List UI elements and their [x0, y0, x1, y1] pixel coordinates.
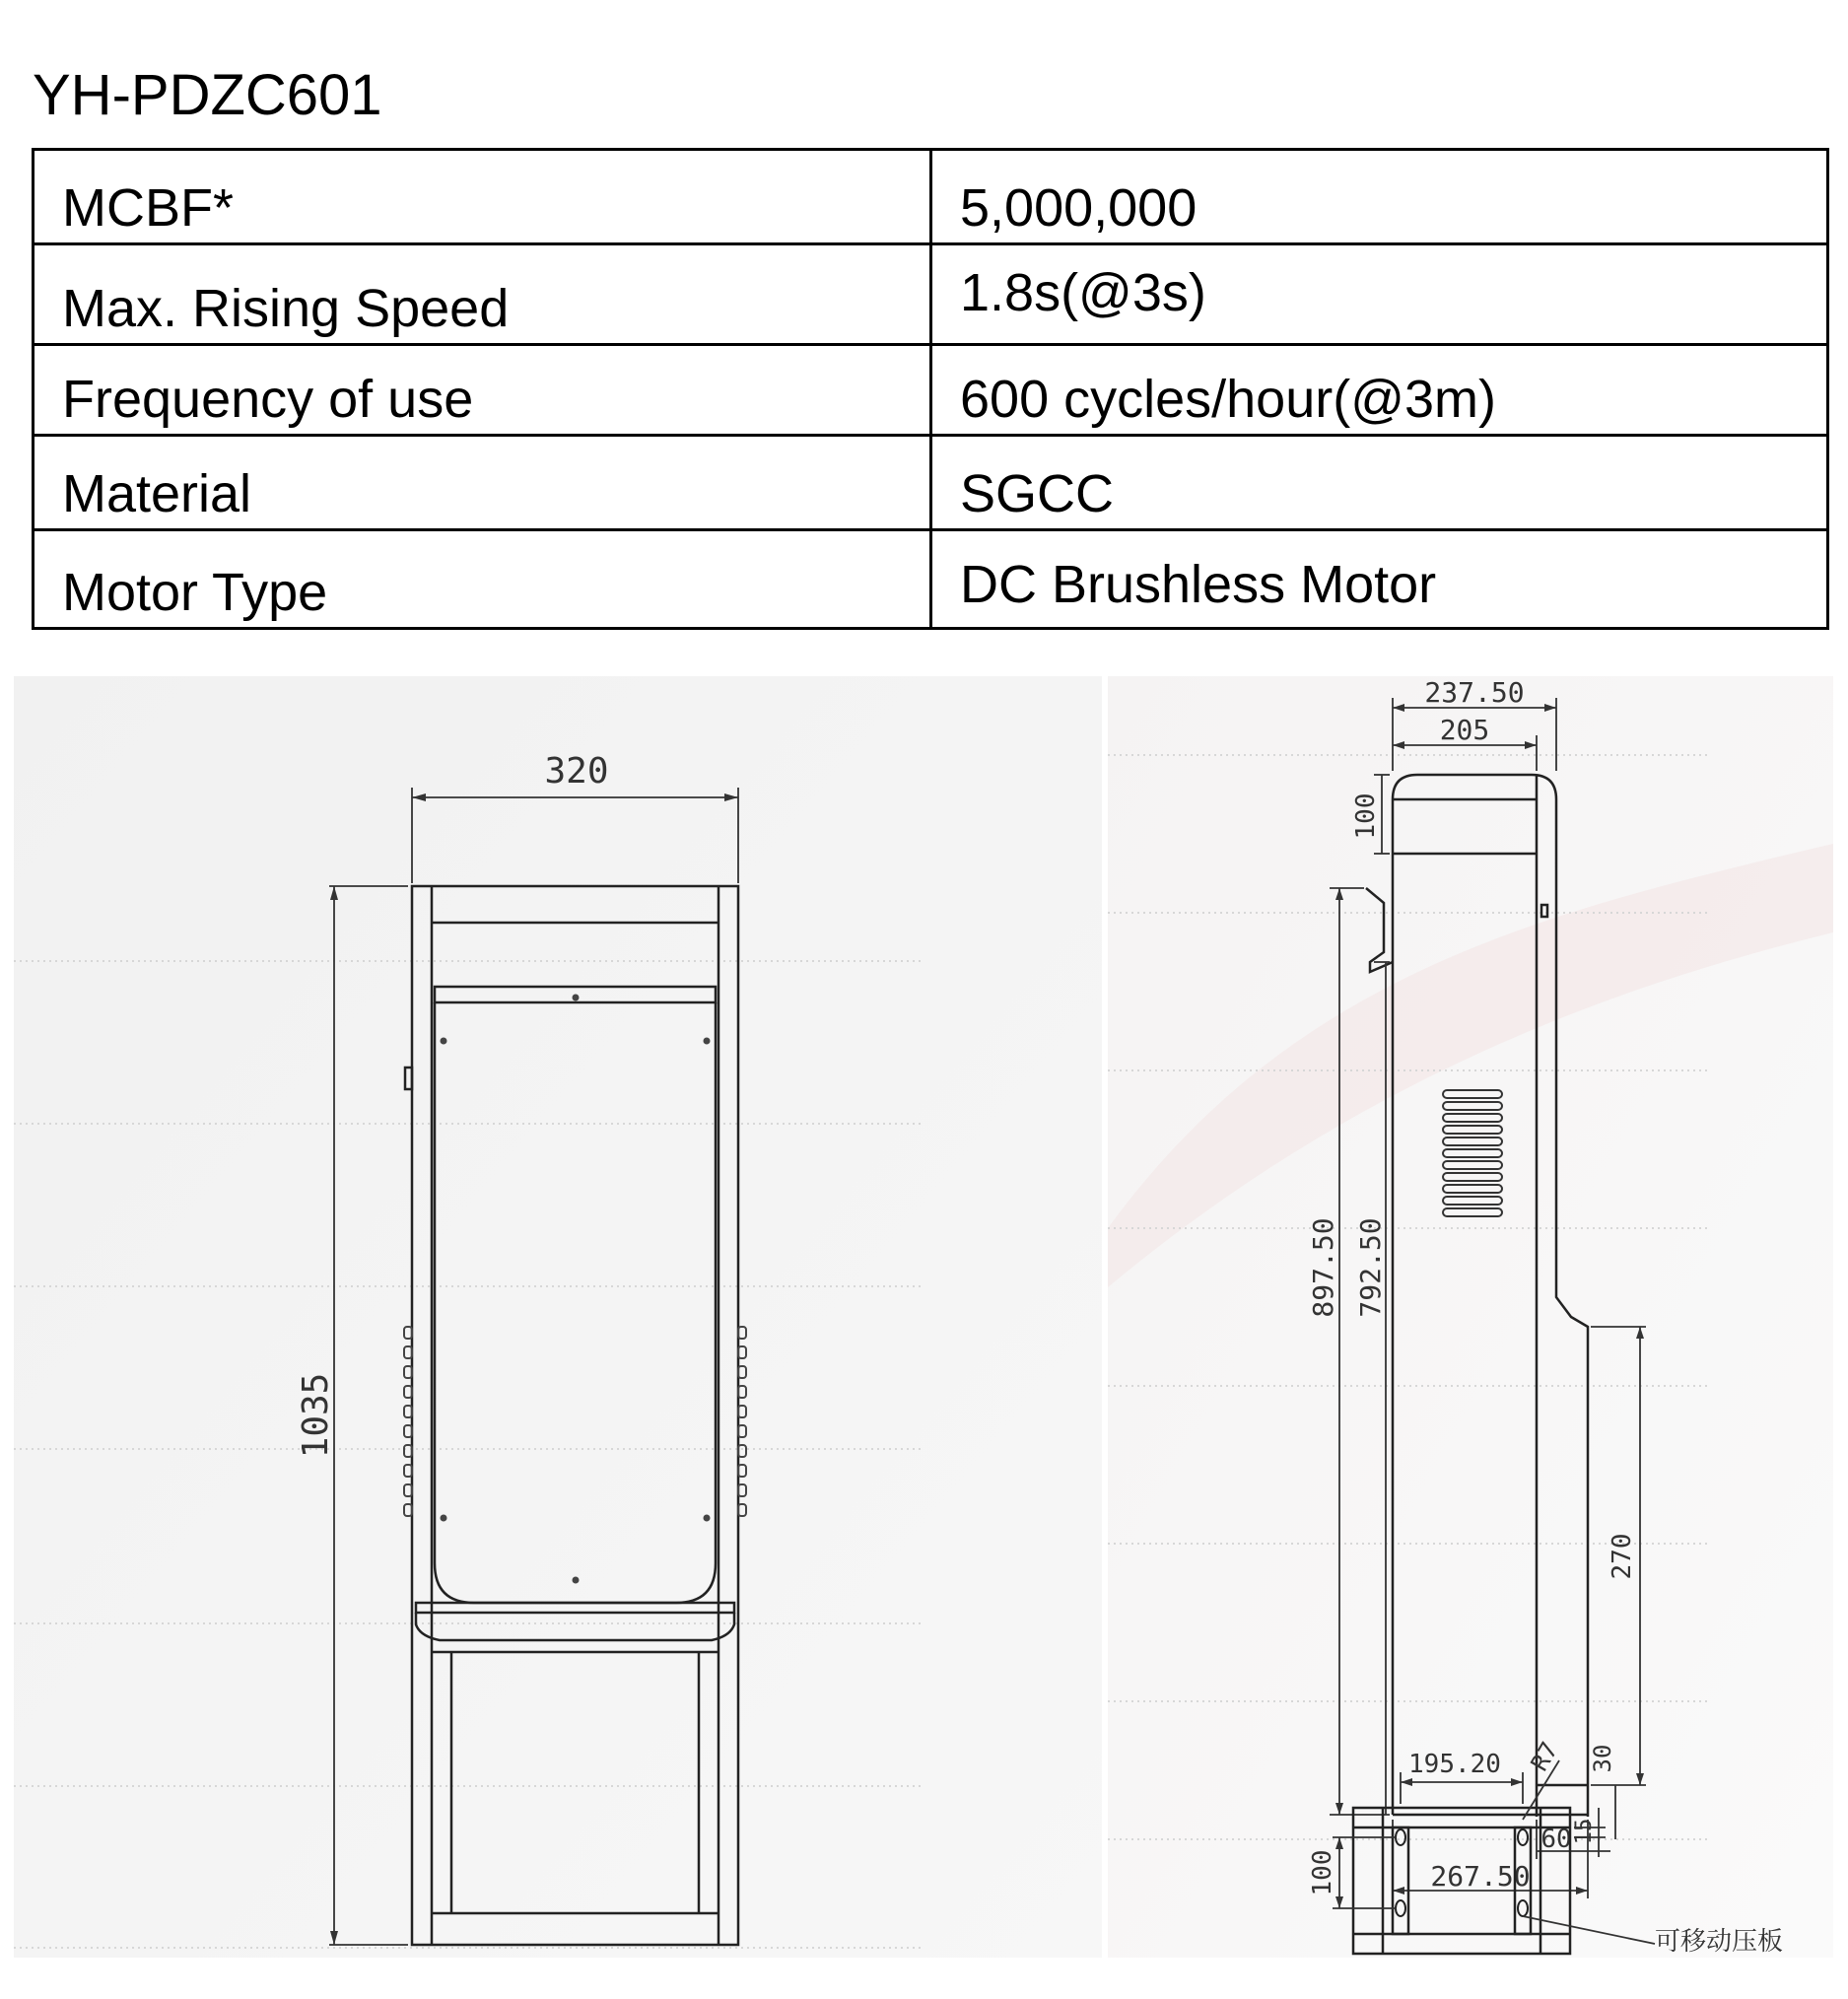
spec-label: Frequency of use: [34, 345, 931, 436]
technical-drawing: [14, 676, 1833, 1958]
spec-label: MCBF*: [34, 150, 931, 244]
spec-label: Max. Rising Speed: [34, 244, 931, 345]
plan-offset-label: 15: [1572, 1818, 1597, 1845]
spec-row: [34, 244, 1828, 345]
side-foot-label: 60: [1540, 1825, 1572, 1854]
spec-row: [34, 436, 1828, 530]
plan-radius-label: R7: [1525, 1737, 1564, 1776]
spec-value: 1.8s(@3s): [931, 244, 1828, 345]
side-top-inner-label: 205: [1439, 714, 1490, 746]
model-title: YH-PDZC601: [33, 63, 382, 127]
spec-value: SGCC: [931, 436, 1828, 530]
side-head-label: 100: [1351, 793, 1381, 840]
front-view-background: [14, 676, 1102, 1958]
side-top-outer-label: 237.50: [1424, 676, 1525, 709]
spec-value: DC Brushless Motor: [931, 530, 1828, 629]
spec-label: Material: [34, 436, 931, 530]
front-height-label: 1035: [296, 1372, 336, 1459]
side-bottom-label: 267.50: [1430, 1860, 1531, 1893]
plan-depth-label: 100: [1308, 1849, 1337, 1896]
side-outer-height-label: 897.50: [1307, 1217, 1339, 1318]
spec-row: [34, 345, 1828, 436]
spec-row: [34, 530, 1828, 629]
side-inner-height-label: 792.50: [1354, 1217, 1387, 1318]
side-base-step-label: 30: [1589, 1744, 1616, 1773]
spec-value: 600 cycles/hour(@3m): [931, 345, 1828, 436]
plan-span-label: 195.20: [1408, 1750, 1501, 1779]
spec-value: 5,000,000: [931, 150, 1828, 244]
plan-note-label: 可移动压板: [1655, 1927, 1784, 1957]
spec-row: [34, 150, 1828, 244]
side-base-height-label: 270: [1608, 1533, 1637, 1580]
spec-table: [32, 148, 1829, 630]
spec-label: Motor Type: [34, 530, 931, 629]
front-width-label: 320: [544, 751, 609, 792]
